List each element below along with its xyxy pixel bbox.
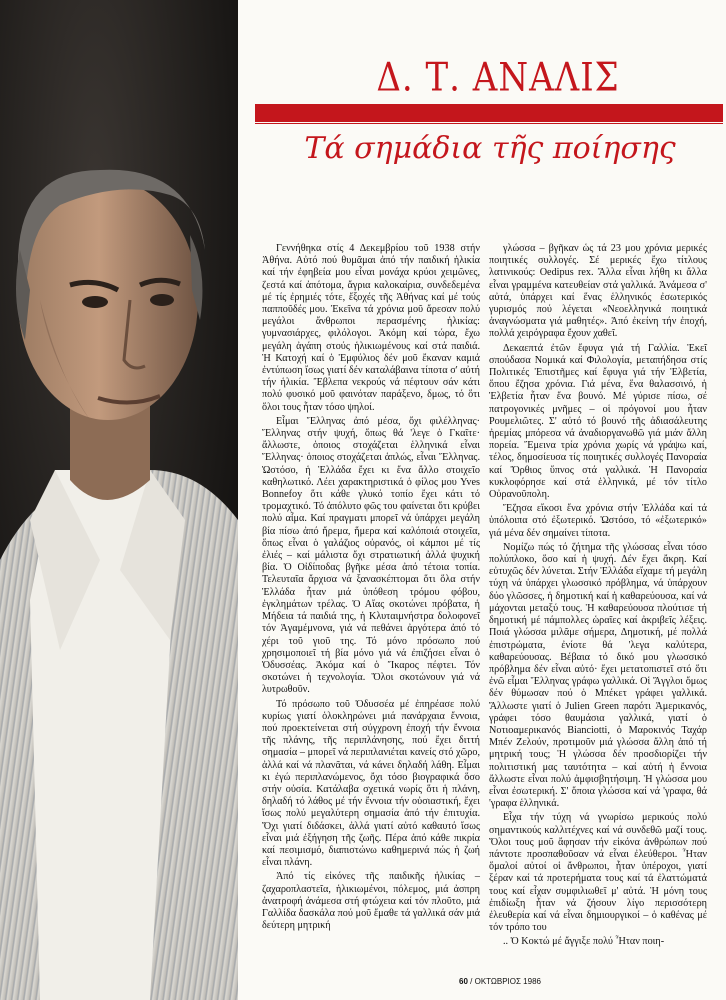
paragraph: Τό πρόσωπο τοῦ Ὀδυσσέα μέ ἐπηρέασε πολύ κυρίως γιατί ὁλοκληρώνει μιά πανάρχαια ἔννοια, πού προεκτείνεται στή σύγχρονη ἐποχή τήν ἔννοια τῆς πλάνης, τῆς περιπλάνησης, πού ἔχει διττή σημασία – μπορεῖ νά περιπλανιέται κανείς στό χῶρο, ἀλλά καί νά πλανᾶται, νά κάνει δηλαδή λάθη. Εἶμαι κι ἐγώ περιπλανώμενος, ὄχι τόσο βιογραφικά ὅσο στήν οὐσία. Κατάλαβα σχετικά νωρίς ὅτι ἡ πλάνη, δηλαδή τό λάθος μέ τήν ἔννοια τήν οὐσιαστική, ἔχει ἴσως πολύ μεγαλύτερη σημασία ἀπό τήν ἐπιτυχία. Ὄχι γιατί διδάσκει, ἀλλά γιατί αὐτό καθαυτό ἴσως εἶναι μιά ἐξήγηση τῆς ζωῆς. Πέρα ἀπό κάθε πικρία καί πεσιμισμό, διαπιστώνω καθημερινά πώς ἡ ζωή εἶναι πλάνη. <box>262 698 480 869</box>
text-column-right <box>489 243 707 951</box>
paragraph: Εἶχα τήν τύχη νά γνωρίσω μερικούς πολύ σημαντικούς καλλιτέχνες καί νά συνδεθῶ μαζί τους. Ὅλοι τους μοῦ ἄφησαν τήν εἰκόνα ἀνθρώπων πού πάντοτε προσπαθοῦσαν νά εἶναι ἐλεύθεροι. Ἦταν ὅμαλοί αὐτοί οἱ ἄνθρωποι, ἦταν ὑπέροχοι, γιατί ξέραν καί τά προτερήματα τους καί τά ἐλαττώματά τους καί εἶχαν συμφιλιωθεῖ μ' αὐτά. Ἡ μόνη τους ἐπιδίωξη ἦταν νά ζήσουν λίγο περισσότερη ἐλευθερία καί νά εἶναι δημιουργικοί – ὁ καθένας μέ τόν τρόπο του <box>489 812 707 934</box>
paragraph: .. Ὁ Κοκτώ μέ ἄγγιξε πολύ Ἦταν ποιη- <box>503 936 665 948</box>
paragraph: Δεκαεπτά ἐτῶν ἔφυγα γιά τή Γαλλία. Ἐκεῖ σπούδασα Νομικά καί Φιλολογία, μεταπήδησα στίς Πολιτικές Ἐπιστῆμες καί ἔφυγα γιά τήν Ἑλβετία, ὅπου ἔζησα χρόνια. Γιά μένα, ἕνα θαλασσινό, ἡ Ἑλβετία ἦταν ἕνα βουνό. Μέ γύρισε πίσω, σέ πατρογονικές μνῆμες – οἱ πρόγονοί μου ἦταν Ρουμελιῶτες. Σ' αὐτό τό βουνό τῆς ἀδιασάλευτης ἠρεμίας μπόρεσα νά ἀναδιοργανωθῶ γιά μιάν ἄλλη πορεία. Ἔμεινα τρία χρόνια χωρίς νά γράψω καί, τέλος, δημοσίευσα τίς ποιητικές συλλογές Πανοραία καί Ὄρθιος ὕπνος στά γαλλικά. Ἡ Πανοραία κυκλοφόρησε καί στά ἑλληνικά, μέ τόν τίτλο Οὐρανοῦπολη. <box>489 342 707 501</box>
paragraph: Εἶμαι Ἕλληνας ἀπό μέσα, ὄχι φιλέλληνας· Ἕλληνας στήν ψυχή, ὅπως θά 'λεγε ὁ Γκαῖτε· ἄλλωστε, ὁποιος στοχάζεται ἑλληνικά εἶναι Ἕλληνας· ὁποιος στοχάζεται ἁπλώς, εἶναι Ἕλληνας. Ὡστόσο, ἡ Ἑλλάδα ἔχει κι ἕνα ἄλλο στοιχεῖο καθηλωτικό. Λέει χαρακτηριστικά ὁ φίλος μου Yves Bonnefoy ὅτι κάθε γλυκό τοπίο ἔχει κάτι τό τρομαχτικό. Τό ἀπόλυτο φῶς του φαίνεται ὅτι κρύβει πολύ αἷμα. Καί πραγματι μπορεῖ νά ὑπάρχει μεγάλη βία πίσω ἀπό ἤρεμα, ἥμερα καί καλόποιά στοιχεῖα, ὅπως εἶναι ὁ γαλάζιος οὐρανός, οἱ κάμποι μέ τίς ἐλιές – καί μάλιστα ὄχι στρατιωτική ἀλλά ψυχική βία. Ὁ Οἰδίποδας βγῆκε μέσα ἀπό τέτοια τοπία. Τελευταῖα ἄρχισα νά ξανασκέπτομαι ὅτι ὅλα στήν Ἑλλάδα ἦταν μιά ὑπόθεση τρόμου φόβου, ἐγκλημάτων τρέλας. Ὁ Αἴας σκοτώνει πρόβατα, ἡ Μήδεια τά παιδιά της, ἡ Κλυταιμνήστρα δολοφονεῖ τόν Ἀγαμέμνονα, γιά νά πεθάνει ἀργότερα ἀπό τό χέρι τοῦ γιοῦ της. Τό μόνο πρόσωπο πού χρησιμοποιεῖ τή βία μόνο γιά νά ἐπιζήσει εἶναι ὁ Ὀδυσσέας. Ἀκόμα καί ὁ Ἴκαρος πέφτει. Τόν σκοτώνει ἡ τεχνολογία. Ὅλοι σκοτώνουν γιά νά λυτρωθοῦν. <box>262 415 480 696</box>
page-number: 60 <box>459 977 468 986</box>
paragraph: Ἀπό τίς εἰκόνες τῆς παιδικῆς ἡλικίας – ζαχαροπλαστεῖα, ἡλικιωμένοι, πόλεμος, μιά ἀσπρη ἀνατροφή ἀνάμεσα στή φτώχεια καί τόν πλοῦτο, μιά Γαλλίδα δασκάλα πού μοῦ ἔμαθε τά γαλλικά σάν μιά δεύτερη μητρική <box>262 871 480 932</box>
article-title: Δ. Τ. ΑΝΑΛΙΣ <box>376 55 620 101</box>
title-red-rule <box>255 123 723 124</box>
text-column-left <box>262 243 480 934</box>
title-red-bar <box>255 104 723 122</box>
author-portrait <box>0 0 238 1000</box>
article-subtitle: Τά σημάδια τῆς ποίησης <box>304 131 676 166</box>
paragraph: Νομίζω πώς τό ζήτημα τῆς γλώσσας εἶναι τόσο πολύπλοκο, ὅσο καί ἡ ψυχή. Δέν ἔχει ἄκρη. Καί εὐτυχῶς δέν λύνεται. Στήν Ἑλλάδα εἴχαμε τή μεγάλη τύχη νά ὑπάρχει γλωσσικό πρόβλημα, νά ὑπάρχουν δύο γλῶσσες, ἡ δημοτική καί ἡ καθαρεύουσα, καί νά μάχονται μεταξύ τους. Ἡ καθαρεύουσα πλούτισε τή δημοτική μέ πάμπολλες ὡραῖες καί ἀκριβεῖς λέξεις. Ποιά γλώσσα μιλᾶμε σήμερα, Δημοτική, μέ πολλά ἐπιστρώματα, ἐνίοτε θά 'λεγα καλύτερα, καθαρεύουσας. Βέβαια τό δικό μου γλωσσικό πρόβλημα δέν εἶναι αὐτό· ἔχει μετατοπιστεῖ στό ὅτι ἐνῶ εἶμαι Ἕλληνας γράφω γαλλικά. Οἱ Ἄγγλοι ὅμως δέν θύμωσαν πού ὁ Μπέκετ γράφει γαλλικά. Ἄλλωστε γιατί ὁ Julien Green παρότι Ἀμερικανός, γράφει τόσο θαυμάσια γαλλικά, γιατί ὁ Νοτιοαμερικανός Bianciotti, ὁ Μαροκινός Ταχάρ Μπέν Ζελούν, προτιμοῦν μιά γλώσσα ἄλλη ἀπό τή μητρική τους; Ἡ γλώσσα δέν προσδιορίζει τήν πολιτιστική μας ταυτότητα – καί αὐτή ἡ ἔννοια ἄλλωστε εἶναι πολύ ἀμφισβητήσιμη. Ἡ γλώσσα μου εἶναι ἐσωτερική. Σ' ὅποια γλώσσα καί νά 'γραφα, θά 'γραφα ἑλληνικά. <box>489 541 707 810</box>
page-footer <box>300 977 700 986</box>
paragraph: Ἔζησα εἴκοσι ἕνα χρόνια στήν Ἑλλάδα καί τά ὑπόλοιπα στό ἐξωτερικό. Ὡστόσο, τό «ἐξωτερικό» γιά μένα δέν σημαίνει τίποτα. <box>489 503 707 539</box>
paragraph: Γεννήθηκα στίς 4 Δεκεμβρίου τοῦ 1938 στήν Ἀθήνα. Αὐτό πού θυμᾶμαι ἀπό τήν παιδική ἡλικία καί τήν ἐφηβεία μου εἶναι μονάχα κρύοι χειμῶνες, ζεστά καί ἀπότομα, ἄγρια καλοκαίρια, συνδεδεμένα μέ τίς ἐρημιές τότε, ἔξοχές τῆς Ἀθήνας καί μέ τούς παπποῦδές μου. Ἐκεῖνα τά χρόνια μοῦ ἄρεσαν πολύ μεγάλοι ἄνθρωποι περασμένης ἡλικίας: γυμνασιάρχες, φιλόλογοι. Ἀκόμη καί τώρα, ἔχω μεγάλη ἀγάπη στούς ἡλικιωμένους καί στά παιδιά. Ἡ Κατοχή καί ὁ Ἐμφύλιος δέν μοῦ ἔκαναν καμιά ἐντύπωση ἴσως γιατί δέν καταλάβαινα τίποτα σ' αὐτή τήν ἡλικία. Ἔβλεπα νεκρούς νά πέφτουν σάν κάτι πολύ φυσικό μοῦ φαινόταν παράξενο, δμως, τό ὅτι ὅλοι τους ἦταν τόσο ψηλοί. <box>262 243 480 413</box>
issue-date: / ΟΚΤΩΒΡΙΟΣ 1986 <box>467 977 541 986</box>
paragraph: γλώσσα – βγῆκαν ὡς τά 23 μου χρόνια μερικές ποιητικές συλλογές. Σέ μερικές ἔχω τίτλους λατινικούς: Oedipus rex. Ἄλλα εἶναι λήθη κι ἄλλα εἶναι γραμμένα κατευθείαν στά γαλλικά. Ἀνάμεσα σ' αὐτά, ὑπάρχει καί ἕνας ἑλληνικός ἐσωτερικός γυρισμός πού λέγεται «Νεοελληνικά ποιητικά ἀναγνώσματα γιά μαθητές». Ἀπό ἐκείνη τήν ἐποχή, πολλά χειρόγραφα ἔχουν χαθεῖ. <box>489 243 707 340</box>
